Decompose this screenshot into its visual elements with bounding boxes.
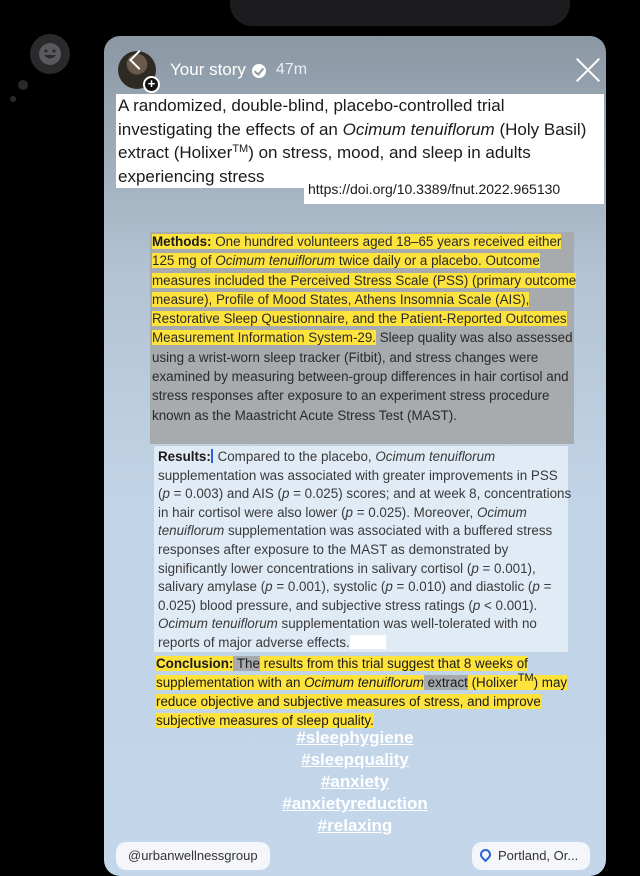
avatar[interactable] (118, 51, 156, 89)
conclusion-label: Conclusion: (156, 656, 234, 671)
methods-paragraph: Methods: One hundred volunteers aged 18–65 years received either 125 mg of Ocimum tenuiflorum twice daily or a placebo. Outcome measures included the Perceived Stress Scale (PSS) (primary outcome measure), Profile of Mood States, Athens Insomnia Scale (AIS), Restorative Sleep Questionnaire, and the Patient-Reported Outcomes Measurement Information System-29. Sleep quality was also assessed using a wrist-worn sleep tracker (Fitbit), and stress changes were examined by measuring between-group differences in hair cortisol and stress responses after exposure to an experiment stress procedure known as the Maastricht Acute Stress Test (MAST). (152, 234, 577, 423)
emoji-sticker-icon[interactable] (30, 34, 70, 74)
location-label: Portland, Or... (498, 848, 579, 863)
results-label: Results: (158, 449, 211, 464)
hashtag-list (104, 727, 606, 837)
story-timestamp: 47m (275, 61, 308, 78)
add-story-icon[interactable]: + (143, 76, 160, 93)
selection-end (350, 635, 386, 649)
conclusion-paragraph: Conclusion: The results from this trial suggest that 8 weeks of supplementation with an Ocimum tenuiflorum extract (Holixer™) may reduce objective and subjective measures of stress, and improve subjective measures of sleep quality. (156, 656, 568, 728)
hashtag[interactable]: #sleephygiene (296, 728, 414, 747)
back-chevron-icon[interactable] (129, 50, 149, 70)
thought-dot (18, 80, 28, 90)
story-username[interactable]: Your story (170, 60, 246, 79)
story-header (118, 48, 307, 92)
story-card[interactable] (104, 36, 606, 876)
text-cursor (211, 449, 213, 463)
verified-icon (252, 64, 266, 78)
hashtag[interactable]: #anxietyreduction (282, 794, 428, 813)
mention-sticker[interactable]: @urbanwellnessgroup (116, 842, 270, 870)
results-paragraph[interactable]: Results: Compared to the placebo, Ocimum tenuiflorum supplementation was associated with greater improvements in PSS (p = 0.003) and AIS (p = 0.025) scores; and at week 8, concentrations in hair cortisol were also lower (p = 0.025). Moreover, Ocimum tenuiflorum supplementation was associated with a buffered stress responses after exposure to the MAST as demonstrated by significantly lower concentrations in salivary cortisol (p = 0.001), salivary amylase (p = 0.001), systolic (p = 0.010) and diastolic (p = 0.025) blood pressure, and subjective stress ratings (p < 0.001). Ocimum tenuiflorum supplementation was well-tolerated with no reports of major adverse effects. (158, 449, 572, 650)
hashtag[interactable]: #sleepquality (301, 750, 409, 769)
location-sticker[interactable] (472, 842, 590, 870)
close-icon[interactable] (574, 56, 602, 84)
top-reaction-bubble (230, 0, 570, 26)
methods-label: Methods: (152, 234, 212, 249)
hashtag[interactable]: #relaxing (317, 816, 393, 835)
paper-title: A randomized, double-blind, placebo-controlled trial investigating the effects of an Ocimum tenuiflorum (Holy Basil) extract (Holixer™) on stress, mood, and sleep in adults experiencing stress (116, 94, 604, 188)
location-pin-icon (478, 847, 494, 863)
hashtag[interactable]: #anxiety (320, 772, 390, 791)
thought-dot-small (10, 96, 16, 102)
doi-link[interactable]: https://doi.org/10.3389/fnut.2022.965130 (304, 174, 604, 204)
